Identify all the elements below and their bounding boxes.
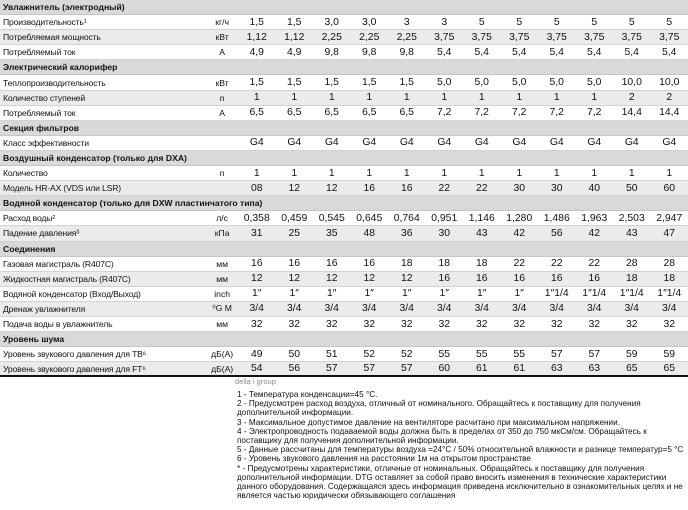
- row-unit: мм: [216, 258, 229, 269]
- row-value: 32: [400, 318, 413, 330]
- row-value: 3,75: [471, 31, 492, 43]
- row-value: 25: [288, 227, 301, 239]
- section-title: Уровень шума: [3, 334, 65, 345]
- row-value: 1: [516, 167, 523, 179]
- row-value: 5,0: [549, 77, 564, 89]
- row-value: 3/4: [512, 303, 527, 315]
- row-unit: мм: [216, 319, 229, 330]
- row-value: 0,951: [431, 212, 458, 224]
- row-value: 30: [438, 227, 451, 239]
- row-value: 54: [250, 363, 263, 375]
- row-value: 32: [588, 318, 601, 330]
- row-value: 1″: [327, 288, 337, 300]
- section-header: [0, 332, 688, 347]
- row-value: 3,75: [584, 31, 605, 43]
- section-title: Водяной конденсатор (только для DXW пластинчатого типа): [3, 198, 263, 209]
- row-label: Водяной конденсатор (Вход/Выход): [3, 288, 141, 299]
- row-unit: inch: [214, 288, 231, 299]
- row-value: 3/4: [324, 303, 339, 315]
- section-header: [0, 121, 688, 136]
- row-value: 1: [516, 92, 523, 104]
- row-value: 1: [666, 167, 673, 179]
- table-row: [0, 106, 688, 121]
- row-unit: кВт: [215, 77, 229, 88]
- table-row: [0, 211, 688, 226]
- section-title: Соединения: [3, 243, 56, 254]
- row-value: 3: [441, 16, 448, 28]
- section-header: [0, 242, 688, 257]
- table-row: [0, 362, 688, 377]
- row-value: 55: [475, 348, 488, 360]
- row-value: 1: [403, 92, 410, 104]
- row-label: Теплопроизводительность: [3, 77, 106, 88]
- row-value: 31: [250, 227, 263, 239]
- row-value: 55: [438, 348, 451, 360]
- row-value: 22: [550, 258, 563, 270]
- row-unit: кПа: [214, 228, 230, 239]
- row-value: 63: [588, 363, 601, 375]
- row-value: 5,4: [549, 46, 564, 58]
- row-value: 5,4: [437, 46, 452, 58]
- section-header: [0, 196, 688, 211]
- row-value: 0,459: [281, 212, 308, 224]
- row-value: 1″1/4: [619, 288, 644, 300]
- row-value: 32: [363, 318, 376, 330]
- row-value: G4: [362, 137, 377, 149]
- row-value: G4: [324, 137, 339, 149]
- footnote: 2 - Предусмотрен расход воздуха, отличный от номинального. Обращайтесь к поставщику для получения дополнительной информации.: [237, 399, 641, 418]
- row-value: 7,2: [474, 107, 489, 119]
- row-unit: A: [219, 47, 225, 58]
- row-value: G4: [624, 137, 639, 149]
- row-value: 5: [591, 16, 598, 28]
- row-value: 16: [325, 258, 338, 270]
- row-value: 1: [291, 167, 298, 179]
- row-value: 1,146: [468, 212, 495, 224]
- row-value: 22: [475, 182, 488, 194]
- row-value: 9,8: [399, 46, 414, 58]
- row-value: 55: [513, 348, 526, 360]
- row-value: 1: [328, 167, 335, 179]
- row-value: 1,12: [246, 31, 267, 43]
- row-value: 56: [288, 363, 301, 375]
- row-value: 3,75: [659, 31, 680, 43]
- row-value: 0,358: [243, 212, 270, 224]
- row-value: 2,25: [396, 31, 417, 43]
- row-value: 3/4: [624, 303, 639, 315]
- row-value: 28: [663, 258, 676, 270]
- row-value: 50: [288, 348, 301, 360]
- row-unit: кВт: [215, 32, 229, 43]
- row-value: 32: [625, 318, 638, 330]
- row-value: 16: [475, 273, 488, 285]
- row-label: Расход воды²: [3, 213, 56, 224]
- row-unit: мм: [216, 273, 229, 284]
- row-label: Подача воды в увлажнитель: [3, 319, 113, 330]
- row-value: 3/4: [362, 303, 377, 315]
- row-value: 12: [250, 273, 263, 285]
- footnote: 3 - Максимальное допустимое давление на вентиляторе расчитано при максимальном напряжении.: [237, 417, 620, 427]
- row-value: G4: [474, 137, 489, 149]
- row-value: 12: [363, 273, 376, 285]
- row-value: 1: [253, 92, 260, 104]
- row-value: 35: [325, 227, 338, 239]
- row-value: 18: [438, 258, 451, 270]
- row-value: 16: [513, 273, 526, 285]
- row-value: 14,4: [659, 107, 680, 119]
- row-label: Производительность¹: [3, 17, 87, 28]
- row-value: 16: [438, 273, 451, 285]
- row-value: 3/4: [437, 303, 452, 315]
- row-value: G4: [287, 137, 302, 149]
- row-value: 1: [478, 167, 485, 179]
- row-value: 1: [366, 167, 373, 179]
- row-value: 14,4: [621, 107, 642, 119]
- table-row: [0, 347, 688, 362]
- row-value: 5: [516, 16, 523, 28]
- row-value: 3/4: [549, 303, 564, 315]
- row-value: 3/4: [399, 303, 414, 315]
- table-row: [0, 317, 688, 332]
- row-value: 5,4: [474, 46, 489, 58]
- row-value: 57: [550, 348, 563, 360]
- row-value: 1,963: [581, 212, 608, 224]
- row-value: G4: [662, 137, 677, 149]
- row-value: 52: [363, 348, 376, 360]
- row-value: 57: [325, 363, 338, 375]
- table-row: [0, 75, 688, 90]
- section-header: [0, 60, 688, 75]
- table-row: [0, 91, 688, 106]
- row-value: 28: [625, 258, 638, 270]
- row-value: 1,5: [399, 77, 414, 89]
- row-value: 57: [363, 363, 376, 375]
- row-value: 1: [441, 167, 448, 179]
- row-value: 63: [550, 363, 563, 375]
- row-value: 43: [475, 227, 488, 239]
- row-label: Количество: [3, 168, 48, 179]
- row-value: 7,2: [587, 107, 602, 119]
- row-value: 16: [400, 182, 413, 194]
- row-value: 6,5: [249, 107, 264, 119]
- row-value: 0,645: [356, 212, 383, 224]
- row-label: Потребляемый ток: [3, 107, 76, 118]
- row-value: 3/4: [587, 303, 602, 315]
- row-value: 6,5: [399, 107, 414, 119]
- row-value: G4: [587, 137, 602, 149]
- row-value: 3,0: [362, 16, 377, 28]
- row-value: 1″: [402, 288, 412, 300]
- row-value: 9,8: [324, 46, 339, 58]
- row-unit: кг/ч: [215, 17, 230, 28]
- table-row: [0, 136, 688, 151]
- row-value: 2,503: [618, 212, 645, 224]
- row-value: 0,764: [393, 212, 420, 224]
- row-value: 1″: [252, 288, 262, 300]
- row-value: 61: [513, 363, 526, 375]
- row-value: 57: [400, 363, 413, 375]
- row-value: 2,25: [359, 31, 380, 43]
- row-value: 18: [400, 258, 413, 270]
- row-value: 12: [288, 273, 301, 285]
- row-value: 5: [628, 16, 635, 28]
- table-row: [0, 181, 688, 196]
- row-value: 3/4: [662, 303, 677, 315]
- row-label: Дренаж увлажнителя: [3, 303, 86, 314]
- row-value: 12: [325, 273, 338, 285]
- row-value: 3/4: [249, 303, 264, 315]
- row-value: 1″1/4: [582, 288, 607, 300]
- row-value: 32: [513, 318, 526, 330]
- watermark: della i group: [235, 377, 276, 386]
- row-label: Уровень звукового давления для FT⁶: [3, 363, 146, 374]
- table-row: [0, 45, 688, 60]
- row-value: 50: [625, 182, 638, 194]
- row-value: 32: [325, 318, 338, 330]
- row-value: 1: [591, 167, 598, 179]
- row-value: 1,5: [324, 77, 339, 89]
- row-value: 18: [663, 273, 676, 285]
- table-row: [0, 302, 688, 317]
- row-unit: A: [219, 107, 225, 118]
- row-value: 42: [588, 227, 601, 239]
- row-value: 61: [475, 363, 488, 375]
- row-value: G4: [249, 137, 264, 149]
- row-value: 1: [366, 92, 373, 104]
- row-value: 3,75: [509, 31, 530, 43]
- row-value: 10,0: [621, 77, 642, 89]
- row-value: 56: [550, 227, 563, 239]
- row-value: 1″1/4: [657, 288, 682, 300]
- row-unit: л/с: [216, 213, 228, 224]
- section-header: [0, 151, 688, 166]
- row-value: 1,5: [287, 16, 302, 28]
- row-value: 1,280: [506, 212, 533, 224]
- row-value: 2: [666, 92, 673, 104]
- row-value: 1: [328, 92, 335, 104]
- row-value: 1,5: [362, 77, 377, 89]
- row-value: 18: [475, 258, 488, 270]
- row-value: 16: [363, 258, 376, 270]
- row-value: 51: [325, 348, 338, 360]
- row-value: 3/4: [474, 303, 489, 315]
- row-value: 32: [438, 318, 451, 330]
- footnote: 4 - Электропроводность подаваемой воды должна быть в пределах от 350 до 750 мкСм/см. Обращайтесь к поставщику для получения дополнительной информации.: [237, 426, 647, 446]
- row-value: 10,0: [659, 77, 680, 89]
- row-label: Количество ступеней: [3, 92, 86, 103]
- table-row: [0, 30, 688, 45]
- row-value: G4: [512, 137, 527, 149]
- row-value: 1,5: [249, 16, 264, 28]
- section-header: [0, 0, 688, 15]
- row-unit: n: [219, 168, 225, 179]
- row-label: Падение давления³: [3, 228, 79, 239]
- row-value: 43: [625, 227, 638, 239]
- row-unit: ⁰G M: [212, 303, 232, 314]
- table-row: [0, 166, 688, 181]
- section-title: Секция фильтров: [3, 122, 80, 133]
- row-label: Потребляемая мощность: [3, 32, 101, 43]
- row-unit: n: [219, 92, 225, 103]
- row-value: 1″1/4: [544, 288, 569, 300]
- row-value: 48: [363, 227, 376, 239]
- table-row: [0, 287, 688, 302]
- row-value: 65: [663, 363, 676, 375]
- row-value: 1: [553, 92, 560, 104]
- row-value: 2,947: [656, 212, 683, 224]
- row-value: 5,4: [624, 46, 639, 58]
- row-value: 36: [400, 227, 413, 239]
- row-value: 12: [288, 182, 301, 194]
- row-value: 1″: [514, 288, 524, 300]
- row-value: 60: [663, 182, 676, 194]
- row-value: 1: [553, 167, 560, 179]
- row-value: 5: [478, 16, 485, 28]
- table-row: [0, 226, 688, 241]
- footnote: 6 - Уровень звукового давления на расстоянии 1м на открытом пространстве: [237, 454, 531, 464]
- row-value: 16: [250, 258, 263, 270]
- row-value: 5,4: [512, 46, 527, 58]
- row-value: 57: [588, 348, 601, 360]
- row-value: 1″: [364, 288, 374, 300]
- row-value: 7,2: [437, 107, 452, 119]
- section-title: Воздушный конденсатор (только для DXA): [3, 152, 187, 163]
- row-value: 32: [288, 318, 301, 330]
- row-value: 2,25: [321, 31, 342, 43]
- row-value: 60: [438, 363, 451, 375]
- row-value: 1,5: [249, 77, 264, 89]
- row-value: 1″: [439, 288, 449, 300]
- row-value: 7,2: [512, 107, 527, 119]
- row-label: Класс эффективности: [3, 137, 89, 148]
- row-value: 3,75: [621, 31, 642, 43]
- row-value: 4,9: [249, 46, 264, 58]
- row-label: Жидкостная магистраль (R407C): [3, 273, 131, 284]
- row-value: 0,545: [318, 212, 345, 224]
- row-value: 6,5: [362, 107, 377, 119]
- row-value: 16: [363, 182, 376, 194]
- row-value: 6,5: [287, 107, 302, 119]
- row-value: 5,0: [437, 77, 452, 89]
- row-value: 22: [513, 258, 526, 270]
- row-value: 1,12: [284, 31, 305, 43]
- footnote: * - Предусмотрены характеристики, отличные от номинальных. Обращайтесь к поставщику для получения дополнительной информации. DTG оставляет за собой право вносить изменения в технические характеристики данного оборудования. Содержащаяся здесь информация приведена исключительно в ознакомительных целях и не является частью юридически обязывающего соглашения: [237, 463, 683, 501]
- table-row: [0, 272, 688, 287]
- footnote: 5 - Данные рассчитаны для температуры воздуха =24°C / 50% относительной влажности и разнице температур=5 °C: [237, 445, 684, 455]
- row-value: 32: [663, 318, 676, 330]
- row-value: 5,0: [512, 77, 527, 89]
- row-value: 5,4: [662, 46, 677, 58]
- row-value: 3/4: [287, 303, 302, 315]
- row-value: G4: [437, 137, 452, 149]
- row-value: 40: [588, 182, 601, 194]
- row-label: Модель HR-AX (VDS или LSR): [3, 183, 121, 194]
- row-value: 9,8: [362, 46, 377, 58]
- row-value: 3: [403, 16, 410, 28]
- row-value: 5,0: [587, 77, 602, 89]
- row-value: 3,0: [324, 16, 339, 28]
- row-label: Потребляемый ток: [3, 47, 76, 58]
- row-value: 16: [588, 273, 601, 285]
- row-value: 5,4: [587, 46, 602, 58]
- row-value: 42: [513, 227, 526, 239]
- row-value: 1: [628, 167, 635, 179]
- row-unit: дБ(A): [211, 363, 234, 374]
- footnote: 1 - Температура конденсации=45 °C.: [237, 390, 378, 399]
- row-value: 6,5: [324, 107, 339, 119]
- row-value: 22: [588, 258, 601, 270]
- row-value: 16: [288, 258, 301, 270]
- row-value: 12: [400, 273, 413, 285]
- row-value: 52: [400, 348, 413, 360]
- row-value: 30: [513, 182, 526, 194]
- table-row: [0, 15, 688, 30]
- row-value: 32: [475, 318, 488, 330]
- row-value: G4: [399, 137, 414, 149]
- row-value: 1″: [289, 288, 299, 300]
- row-label: Уровень звукового давления для ТВ⁶: [3, 349, 147, 360]
- row-value: 1: [441, 92, 448, 104]
- row-value: 1,5: [287, 77, 302, 89]
- row-value: 16: [550, 273, 563, 285]
- row-value: 47: [663, 227, 676, 239]
- row-value: 5: [666, 16, 673, 28]
- row-value: 32: [550, 318, 563, 330]
- row-value: 65: [625, 363, 638, 375]
- row-value: 30: [550, 182, 563, 194]
- row-value: 1: [478, 92, 485, 104]
- footnotes: [237, 390, 687, 500]
- row-value: 2: [628, 92, 635, 104]
- row-value: 1,486: [543, 212, 570, 224]
- row-value: 1: [291, 92, 298, 104]
- row-value: 49: [250, 348, 263, 360]
- row-value: 5,0: [474, 77, 489, 89]
- row-value: 18: [625, 273, 638, 285]
- row-value: 1″: [477, 288, 487, 300]
- row-value: 3,75: [434, 31, 455, 43]
- section-title: Электрический калорифер: [3, 62, 118, 73]
- row-value: G4: [549, 137, 564, 149]
- row-value: 1: [591, 92, 598, 104]
- row-value: 32: [250, 318, 263, 330]
- row-label: Газовая магистраль (R407C): [3, 258, 114, 269]
- row-value: 3,75: [546, 31, 567, 43]
- row-value: 22: [438, 182, 451, 194]
- row-value: 59: [663, 348, 676, 360]
- row-value: 1: [403, 167, 410, 179]
- section-title: Увлажнитель (электродный): [3, 2, 125, 13]
- row-value: 5: [553, 16, 560, 28]
- row-value: 59: [625, 348, 638, 360]
- row-value: 4,9: [287, 46, 302, 58]
- row-value: 08: [250, 182, 263, 194]
- row-value: 12: [325, 182, 338, 194]
- table-row: [0, 257, 688, 272]
- row-value: 7,2: [549, 107, 564, 119]
- row-value: 1: [253, 167, 260, 179]
- row-unit: дБ(A): [211, 349, 234, 360]
